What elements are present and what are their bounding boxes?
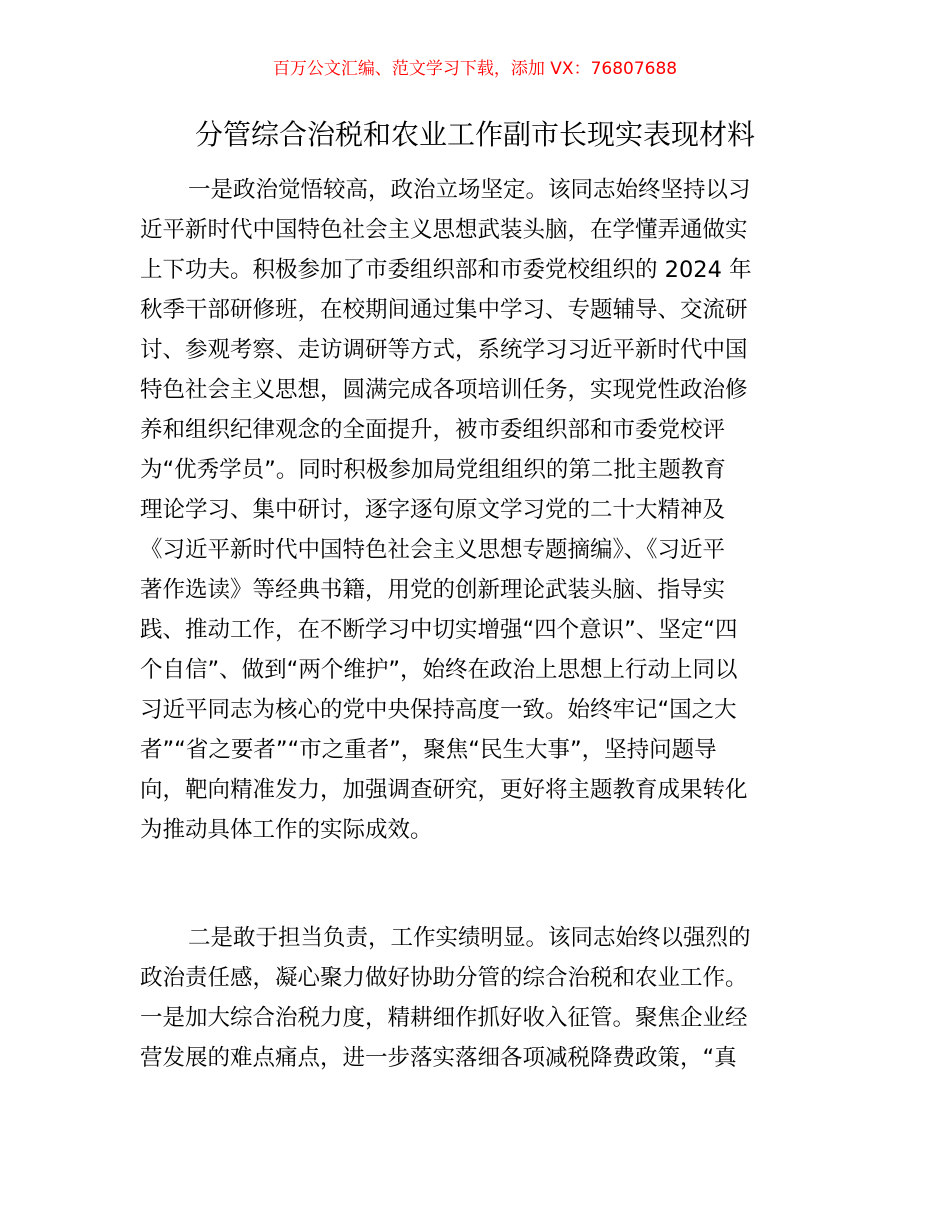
paragraph-line: 习近平同志为核心的党中央保持高度一致。始终牢记“国之大	[140, 697, 737, 723]
paragraph-line: 一是政治觉悟较高，政治立场坚定。该同志始终坚持以习	[188, 177, 751, 203]
paragraph-line: 营发展的难点痛点，进一步落实落细各项减税降费政策，“真	[140, 1045, 737, 1071]
document-title: 分管综合治税和农业工作副市长现实表现材料	[194, 118, 755, 151]
paragraph-line: 一是加大综合治税力度，精耕细作抓好收入征管。聚焦企业经	[140, 1005, 748, 1031]
paragraph-line: 政治责任感，凝心聚力做好协助分管的综合治税和农业工作。	[140, 965, 748, 991]
paragraph-line: 向，靶向精准发力，加强调查研究，更好将主题教育成果转化	[140, 777, 748, 803]
paragraph-political-awareness	[140, 170, 812, 850]
paragraph-line: 二是敢于担当负责，工作实绩明显。该同志始终以强烈的	[188, 925, 751, 951]
paragraph-line: 秋季干部研修班，在校期间通过集中学习、专题辅导、交流研	[140, 297, 748, 323]
paragraph-line: 践、推动工作，在不断学习中切实增强“四个意识”、坚定“四	[140, 617, 738, 643]
paragraph-line: 近平新时代中国特色社会主义思想武装头脑，在学懂弄通做实	[140, 217, 748, 243]
paragraph-line: 著作选读》等经典书籍，用党的创新理论武装头脑、指导实	[140, 577, 726, 603]
paragraph-responsibility	[140, 918, 812, 1078]
paragraph-line: 理论学习、集中研讨，逐字逐句原文学习党的二十大精神及	[140, 497, 726, 523]
paragraph-line: 个自信”、做到“两个维护”，始终在政治上思想上行动上同以	[140, 657, 738, 683]
paragraph-line: 为“优秀学员”。同时积极参加局党组组织的第二批主题教育	[140, 457, 726, 483]
paragraph-line: 特色社会主义思想，圆满完成各项培训任务，实现党性政治修	[140, 377, 748, 403]
paragraph-line: 《习近平新时代中国特色社会主义思想专题摘编》、《习近平	[140, 537, 726, 563]
header-note: 百万公文汇编、范文学习下载，添加 VX：76807688	[272, 59, 678, 79]
paragraph-line: 养和组织纪律观念的全面提升，被市委组织部和市委党校评	[140, 417, 726, 443]
paragraph-line: 为推动具体工作的实际成效。	[140, 817, 433, 843]
paragraph-line: 者”“省之要者”“市之重者”，聚焦“民生大事”，坚持问题导	[140, 737, 717, 763]
paragraph-line: 上下功夫。积极参加了市委组织部和市委党校组织的 2024 年	[140, 257, 752, 283]
paragraph-line: 讨、参观考察、走访调研等方式，系统学习习近平新时代中国	[140, 337, 748, 363]
